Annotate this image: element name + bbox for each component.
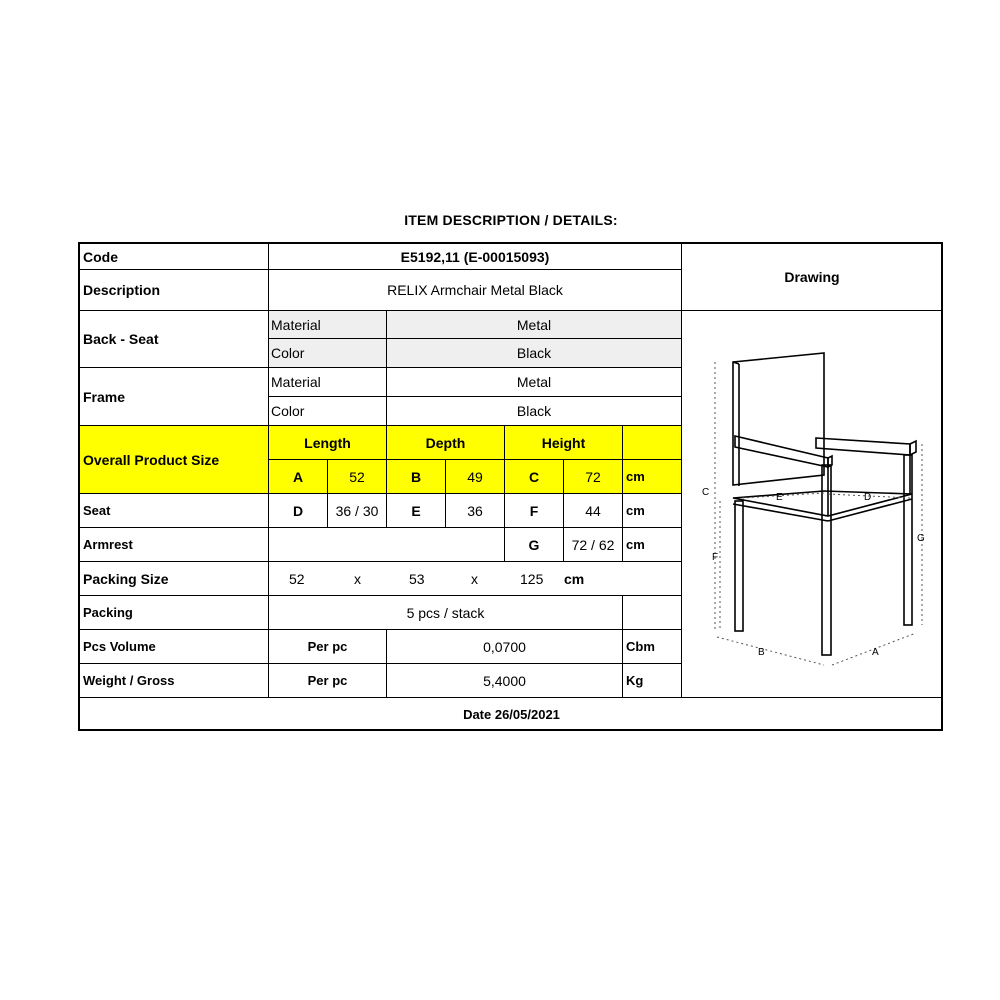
dim-d-letter: D <box>269 494 328 528</box>
dim-label-d: D <box>864 492 872 503</box>
frame-color: Black <box>387 397 682 426</box>
dim-label-e: E <box>776 492 783 503</box>
code-value: E5192,11 (E-00015093) <box>269 244 682 270</box>
dim-g-value: 72 / 62 <box>564 528 623 562</box>
armrest-label: Armrest <box>80 528 269 562</box>
packing-blank-cell <box>623 596 682 630</box>
dim-b-letter: B <box>387 460 446 494</box>
weight-per: Per pc <box>269 664 387 698</box>
armrest-blank-cell <box>269 528 505 562</box>
overall-unit: cm <box>623 460 682 494</box>
dim-line-b <box>717 637 824 665</box>
back-seat-material: Metal <box>387 311 682 339</box>
back-seat-color: Black <box>387 339 682 368</box>
description-label: Description <box>80 270 269 311</box>
overall-blank-cell <box>623 426 682 460</box>
frame-color-label: Color <box>269 397 387 426</box>
pcs-volume-value: 0,0700 <box>387 630 623 664</box>
weight-unit: Kg <box>623 664 682 698</box>
seat-unit: cm <box>623 494 682 528</box>
back-seat-color-label: Color <box>269 339 387 368</box>
armchair-drawing <box>682 311 943 698</box>
dim-d-value: 36 / 30 <box>328 494 387 528</box>
armrest-unit: cm <box>623 528 682 562</box>
packing-value: 5 pcs / stack <box>269 596 623 630</box>
dim-b-value: 49 <box>446 460 505 494</box>
dim-c-value: 72 <box>564 460 623 494</box>
packing-size-length: 52 <box>289 570 305 587</box>
length-header: Length <box>269 426 387 460</box>
weight-value: 5,4000 <box>387 664 623 698</box>
frame-label: Frame <box>80 368 269 426</box>
drawing-header: Drawing <box>682 244 943 311</box>
dim-e-value: 36 <box>446 494 505 528</box>
back-seat-label: Back - Seat <box>80 311 269 368</box>
pcs-volume-per: Per pc <box>269 630 387 664</box>
weight-label: Weight / Gross <box>80 664 269 698</box>
date-footer: Date 26/05/2021 <box>463 707 560 722</box>
dim-label-f: F <box>712 552 719 563</box>
dim-label-a: A <box>872 647 879 658</box>
chair-back-panel <box>733 353 824 485</box>
pcs-volume-label: Pcs Volume <box>80 630 269 664</box>
dim-a-letter: A <box>269 460 328 494</box>
dim-f-letter: F <box>505 494 564 528</box>
packing-label: Packing <box>80 596 269 630</box>
packing-size-sep-1: x <box>354 570 361 587</box>
armrest-right <box>816 438 910 455</box>
pcs-volume-unit: Cbm <box>623 630 682 664</box>
packing-size-height: 125 <box>520 570 544 587</box>
dim-label-g: G <box>917 533 925 544</box>
frame-material-label: Material <box>269 368 387 397</box>
description-value: RELIX Armchair Metal Black <box>269 270 682 311</box>
packing-size-depth: 53 <box>409 570 425 587</box>
armrest-left <box>735 436 828 467</box>
dim-a-value: 52 <box>328 460 387 494</box>
overall-size-label: Overall Product Size <box>80 426 269 494</box>
frame-material: Metal <box>387 368 682 397</box>
dim-label-b: B <box>758 647 765 658</box>
packing-size-label: Packing Size <box>80 562 269 596</box>
dim-e-letter: E <box>387 494 446 528</box>
packing-size-unit: cm <box>564 570 585 587</box>
leg-front-left <box>735 501 743 631</box>
height-header: Height <box>505 426 623 460</box>
drawing-cell <box>682 311 943 698</box>
seat-label: Seat <box>80 494 269 528</box>
dim-label-c: C <box>702 487 710 498</box>
packing-size-sep-2: x <box>471 570 478 587</box>
back-seat-material-label: Material <box>269 311 387 339</box>
document-title: ITEM DESCRIPTION / DETAILS: <box>404 212 618 228</box>
dim-f-value: 44 <box>564 494 623 528</box>
depth-header: Depth <box>387 426 505 460</box>
packing-size-cell <box>269 562 682 596</box>
details-table <box>78 242 943 731</box>
code-label: Code <box>80 244 269 270</box>
dim-c-letter: C <box>505 460 564 494</box>
dim-g-letter: G <box>505 528 564 562</box>
